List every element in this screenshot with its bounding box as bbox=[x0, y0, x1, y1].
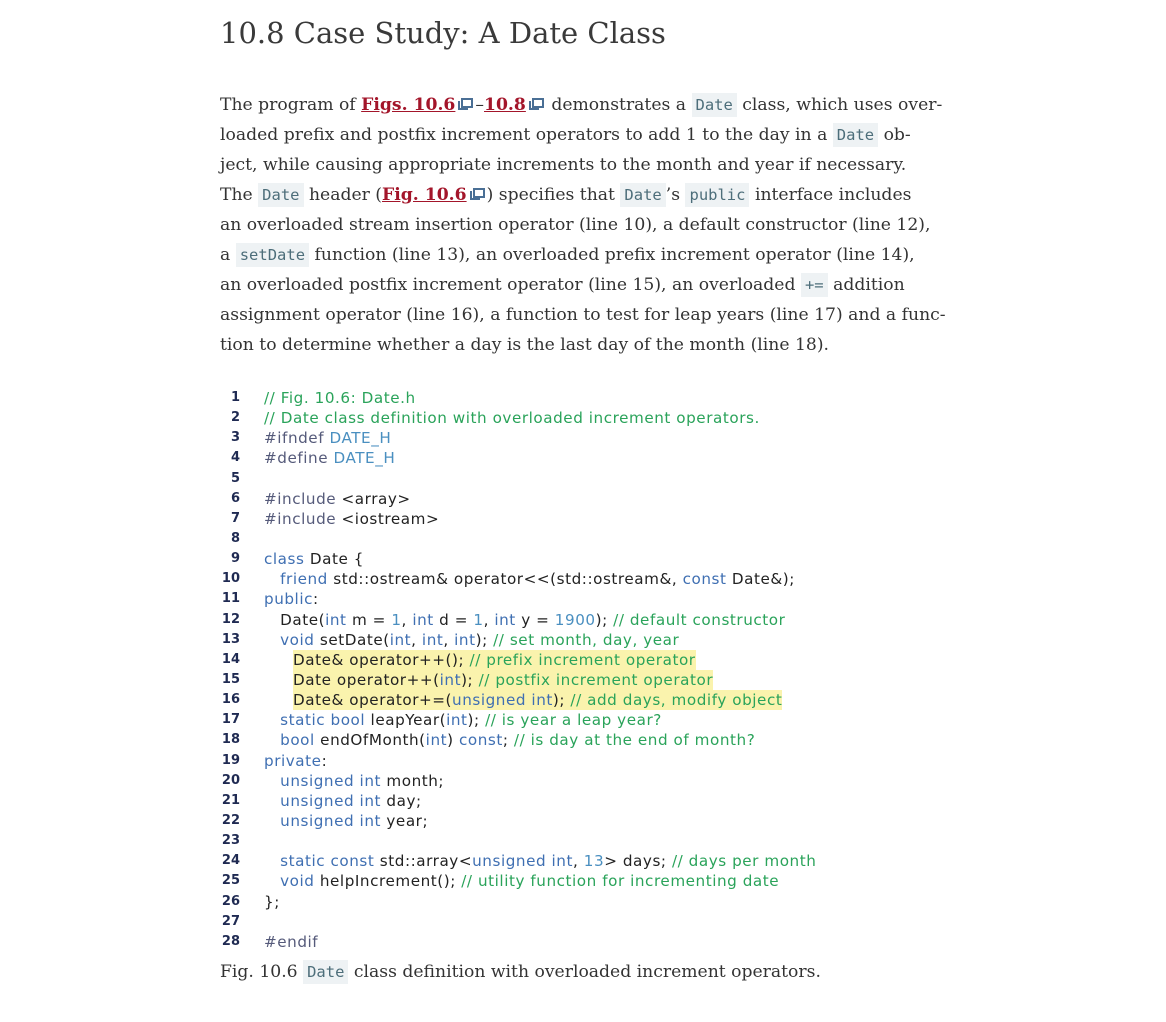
code-token: static bool bbox=[280, 711, 371, 730]
code-line bbox=[220, 730, 940, 750]
source-text bbox=[264, 730, 755, 750]
code-token bbox=[264, 570, 280, 588]
code-token: const bbox=[458, 731, 503, 750]
source-text bbox=[264, 489, 411, 509]
code-token bbox=[264, 872, 280, 890]
figure-caption bbox=[220, 962, 821, 982]
code-token: m = bbox=[351, 610, 392, 629]
code-token: endOfMonth( bbox=[320, 731, 426, 750]
code-token: int bbox=[494, 610, 522, 629]
code-token: , bbox=[401, 610, 413, 629]
line-number: 21 bbox=[221, 792, 240, 808]
code-line bbox=[220, 630, 940, 650]
code-token: leapYear( bbox=[370, 711, 447, 730]
line-number: 28 bbox=[221, 933, 240, 949]
code-line bbox=[220, 932, 940, 952]
code-token: Date&); bbox=[731, 570, 795, 589]
code-token: #include bbox=[264, 489, 342, 508]
code-token: y = bbox=[521, 610, 555, 629]
code-token: int bbox=[446, 711, 468, 730]
source-text bbox=[264, 791, 422, 811]
inline-code: Date bbox=[833, 123, 878, 147]
code-token: ) bbox=[447, 731, 459, 750]
code-line bbox=[220, 448, 940, 468]
code-token: unsigned int bbox=[280, 811, 387, 830]
paragraph-text: assignment operator (line 16), a function to test for leap years (line 17) and a func- bbox=[220, 305, 946, 325]
code-token: Date operator++( bbox=[293, 670, 440, 689]
line-number: 15 bbox=[221, 671, 240, 687]
code-line bbox=[220, 610, 940, 630]
paragraph-text: ’s bbox=[665, 185, 686, 205]
line-number: 10 bbox=[221, 571, 240, 587]
paragraph-text: ject, while causing appropriate increments to the month and year if necessary. bbox=[220, 155, 907, 175]
paragraph-text: – bbox=[475, 95, 484, 115]
line-number: 2 bbox=[230, 410, 240, 426]
code-token bbox=[264, 792, 280, 810]
inline-code: += bbox=[801, 273, 828, 297]
line-number: 19 bbox=[221, 752, 240, 768]
paragraph-text: class, which uses over- bbox=[736, 95, 943, 115]
code-token: static const bbox=[280, 852, 380, 871]
code-line bbox=[220, 589, 940, 609]
paragraph-text: interface includes bbox=[749, 185, 912, 205]
code-token: // default constructor bbox=[613, 610, 786, 629]
code-token: }; bbox=[264, 892, 280, 911]
line-number: 8 bbox=[230, 530, 240, 546]
line-number: 20 bbox=[221, 772, 240, 788]
line-number: 7 bbox=[230, 510, 240, 526]
paragraph-text: ) specifies that bbox=[486, 185, 621, 205]
external-window-icon[interactable] bbox=[529, 98, 544, 111]
external-window-icon[interactable] bbox=[458, 98, 473, 111]
code-token: Date& operator++(); bbox=[293, 650, 470, 669]
paragraph-text: loaded prefix and postfix increment operators to add 1 to the day in a bbox=[220, 125, 833, 145]
paragraph-text: an overloaded postfix increment operator (line 15), an overloaded bbox=[220, 275, 801, 295]
source-text bbox=[264, 569, 795, 589]
source-text bbox=[264, 428, 391, 448]
code-line bbox=[220, 710, 940, 730]
paragraph-line bbox=[220, 330, 930, 360]
figure-link[interactable]: 10.8 bbox=[484, 95, 526, 115]
code-token: ); bbox=[461, 670, 479, 689]
line-number: 12 bbox=[221, 611, 240, 627]
highlighted-source bbox=[293, 690, 782, 710]
source-text bbox=[264, 448, 395, 468]
line-number: 6 bbox=[230, 490, 240, 506]
code-token: ; bbox=[502, 731, 514, 750]
source-text bbox=[264, 871, 779, 891]
code-token: year; bbox=[386, 811, 429, 830]
code-token: day; bbox=[386, 791, 422, 810]
paragraph-text: header ( bbox=[303, 185, 383, 205]
code-line bbox=[220, 690, 940, 710]
inline-code: setDate bbox=[236, 243, 309, 267]
code-line bbox=[220, 650, 940, 670]
paragraph-text: function (line 13), an overloaded prefix increment operator (line 14), bbox=[309, 245, 915, 265]
highlighted-source bbox=[293, 670, 713, 690]
code-token: : bbox=[313, 590, 319, 609]
source-text bbox=[264, 610, 785, 630]
code-token: int bbox=[425, 731, 448, 750]
code-line bbox=[220, 509, 940, 529]
code-line bbox=[220, 751, 940, 771]
code-line bbox=[220, 388, 940, 408]
code-token: // postfix increment operator bbox=[478, 670, 714, 689]
line-number: 25 bbox=[221, 873, 240, 889]
code-token bbox=[264, 711, 280, 729]
code-line bbox=[220, 469, 940, 489]
line-number: 27 bbox=[221, 913, 240, 929]
code-token: ); bbox=[552, 691, 571, 710]
code-token: // set month, day, year bbox=[493, 630, 680, 649]
code-token: : bbox=[321, 751, 328, 770]
figure-link[interactable]: Fig. 10.6 bbox=[382, 185, 467, 205]
code-token: setDate( bbox=[319, 630, 390, 649]
code-token: ); bbox=[475, 630, 494, 649]
code-token: d = bbox=[439, 610, 474, 629]
line-number: 18 bbox=[221, 732, 240, 748]
code-token: ); bbox=[467, 711, 486, 730]
code-token: #include bbox=[264, 509, 342, 528]
code-line bbox=[220, 549, 940, 569]
code-token: // is year a leap year? bbox=[485, 711, 662, 730]
code-token: Date& operator+=( bbox=[293, 691, 453, 710]
line-number: 14 bbox=[221, 651, 240, 667]
line-number: 23 bbox=[221, 833, 240, 849]
highlighted-source bbox=[293, 650, 696, 670]
code-line bbox=[220, 831, 940, 851]
line-number: 22 bbox=[221, 812, 240, 828]
code-token: private bbox=[264, 751, 322, 770]
inline-code: Date bbox=[620, 183, 665, 207]
code-token bbox=[264, 731, 280, 749]
inline-code: Date bbox=[692, 93, 737, 117]
paragraph-text: demonstrates a bbox=[545, 95, 692, 115]
code-token: // prefix increment operator bbox=[469, 650, 696, 669]
line-number: 26 bbox=[221, 893, 240, 909]
source-text bbox=[264, 932, 318, 952]
inline-code: Date bbox=[258, 183, 303, 207]
code-token: // utility function for incrementing date bbox=[461, 872, 780, 891]
code-token: const bbox=[682, 570, 732, 589]
code-token: bool bbox=[280, 731, 321, 750]
code-token: #ifndef bbox=[264, 429, 330, 448]
source-text bbox=[264, 589, 319, 609]
code-token: <array> bbox=[341, 489, 411, 508]
code-token bbox=[264, 772, 280, 790]
paragraph-text: an overloaded stream insertion operator (line 10), a default constructor (line 12), bbox=[220, 215, 931, 235]
line-number: 9 bbox=[230, 551, 240, 567]
line-number: 16 bbox=[221, 692, 240, 708]
code-token: , bbox=[443, 630, 455, 649]
code-token: void bbox=[280, 872, 320, 891]
paragraph-text: ob- bbox=[878, 125, 911, 145]
code-token: int bbox=[454, 630, 476, 649]
caption-text: class definition with overloaded increment operators. bbox=[348, 962, 821, 982]
caption-label: Fig. 10.6 bbox=[220, 962, 304, 982]
paragraph-text: a bbox=[220, 245, 236, 265]
code-line bbox=[220, 791, 940, 811]
code-listing bbox=[220, 388, 940, 952]
paragraph-line bbox=[220, 150, 930, 180]
code-line bbox=[220, 529, 940, 549]
code-line bbox=[220, 489, 940, 509]
code-token: month; bbox=[386, 771, 445, 790]
source-text bbox=[264, 811, 428, 831]
code-token: // Date class definition with overloaded increment operators. bbox=[264, 409, 760, 428]
code-token: // days per month bbox=[671, 852, 817, 871]
source-text bbox=[264, 851, 816, 871]
code-line bbox=[220, 428, 940, 448]
code-token: DATE_H bbox=[329, 429, 392, 448]
code-line bbox=[220, 771, 940, 791]
line-number: 24 bbox=[221, 853, 240, 869]
line-number: 1 bbox=[230, 390, 240, 405]
code-token: std::array< bbox=[379, 852, 473, 871]
code-token: std::ostream& operator<<(std::ostream&, bbox=[333, 570, 683, 589]
code-token: Date { bbox=[309, 550, 364, 569]
line-number: 11 bbox=[221, 591, 240, 607]
code-token: unsigned int bbox=[472, 852, 573, 871]
line-number: 3 bbox=[230, 430, 240, 446]
code-token: helpIncrement(); bbox=[319, 872, 462, 891]
code-token: // add days, modify object bbox=[570, 691, 783, 710]
code-token: int bbox=[439, 670, 462, 689]
paragraph-line bbox=[220, 180, 930, 210]
code-token: int bbox=[325, 610, 352, 629]
paragraph-line bbox=[220, 120, 930, 150]
source-text bbox=[264, 630, 679, 650]
code-token: // Fig. 10.6: Date.h bbox=[264, 389, 416, 407]
code-token: 1 bbox=[473, 610, 484, 629]
code-token: unsigned int bbox=[280, 791, 387, 810]
source-text bbox=[264, 751, 327, 771]
code-token: Date( bbox=[264, 610, 326, 629]
code-token: unsigned int bbox=[452, 691, 553, 710]
code-token: // is day at the end of month? bbox=[513, 731, 756, 750]
code-line bbox=[220, 811, 940, 831]
code-token: #define bbox=[264, 449, 334, 468]
code-token: class bbox=[264, 550, 310, 569]
code-line bbox=[220, 408, 940, 428]
code-token: ); bbox=[595, 610, 614, 629]
paragraph-line bbox=[220, 270, 930, 300]
code-token: int bbox=[389, 630, 412, 649]
paragraph-line bbox=[220, 90, 943, 120]
line-number: 17 bbox=[221, 712, 240, 728]
code-token: int bbox=[412, 610, 440, 629]
source-text bbox=[264, 408, 760, 428]
page-title: 10.8 Case Study: A Date Class bbox=[220, 16, 666, 50]
source-text bbox=[264, 771, 444, 791]
code-token: <iostream> bbox=[341, 509, 440, 528]
line-number: 5 bbox=[230, 470, 240, 486]
code-token: 1900 bbox=[554, 610, 596, 629]
line-number: 4 bbox=[230, 450, 240, 466]
paragraph-line bbox=[220, 210, 930, 240]
code-token: , bbox=[573, 852, 584, 871]
code-token: unsigned int bbox=[280, 771, 387, 790]
code-token bbox=[264, 631, 280, 649]
inline-code: public bbox=[685, 183, 749, 207]
source-text bbox=[264, 388, 416, 408]
code-token: public bbox=[264, 590, 313, 609]
external-window-icon[interactable] bbox=[470, 188, 485, 201]
code-token: DATE_H bbox=[333, 449, 396, 468]
paragraph-text: The program of bbox=[220, 95, 362, 115]
code-line bbox=[220, 892, 940, 912]
code-line bbox=[220, 670, 940, 690]
code-token: void bbox=[280, 630, 320, 649]
code-token: , bbox=[483, 610, 495, 629]
code-token: int bbox=[421, 630, 444, 649]
code-line bbox=[220, 871, 940, 891]
paragraph-text: The bbox=[220, 185, 259, 205]
code-line bbox=[220, 851, 940, 871]
caption-code: Date bbox=[303, 960, 348, 984]
code-token: , bbox=[411, 630, 422, 649]
paragraph-text: addition bbox=[827, 275, 905, 295]
source-text bbox=[264, 509, 439, 529]
code-token bbox=[264, 812, 280, 830]
code-token: 13 bbox=[583, 852, 605, 871]
source-text bbox=[264, 710, 662, 730]
code-token: friend bbox=[280, 570, 334, 589]
code-line bbox=[220, 912, 940, 932]
code-token bbox=[264, 852, 280, 870]
code-token: > days; bbox=[604, 852, 672, 871]
paragraph-line bbox=[220, 240, 930, 270]
code-token: #endif bbox=[264, 932, 319, 951]
line-number: 13 bbox=[221, 631, 240, 647]
code-line bbox=[220, 569, 940, 589]
figure-link[interactable]: Figs. 10.6 bbox=[361, 95, 456, 115]
code-token: 1 bbox=[391, 610, 402, 629]
paragraph-line bbox=[220, 300, 946, 330]
source-text bbox=[264, 892, 280, 912]
paragraph-text: tion to determine whether a day is the last day of the month (line 18). bbox=[220, 335, 830, 355]
body-paragraph bbox=[220, 90, 946, 360]
source-text bbox=[264, 549, 364, 569]
